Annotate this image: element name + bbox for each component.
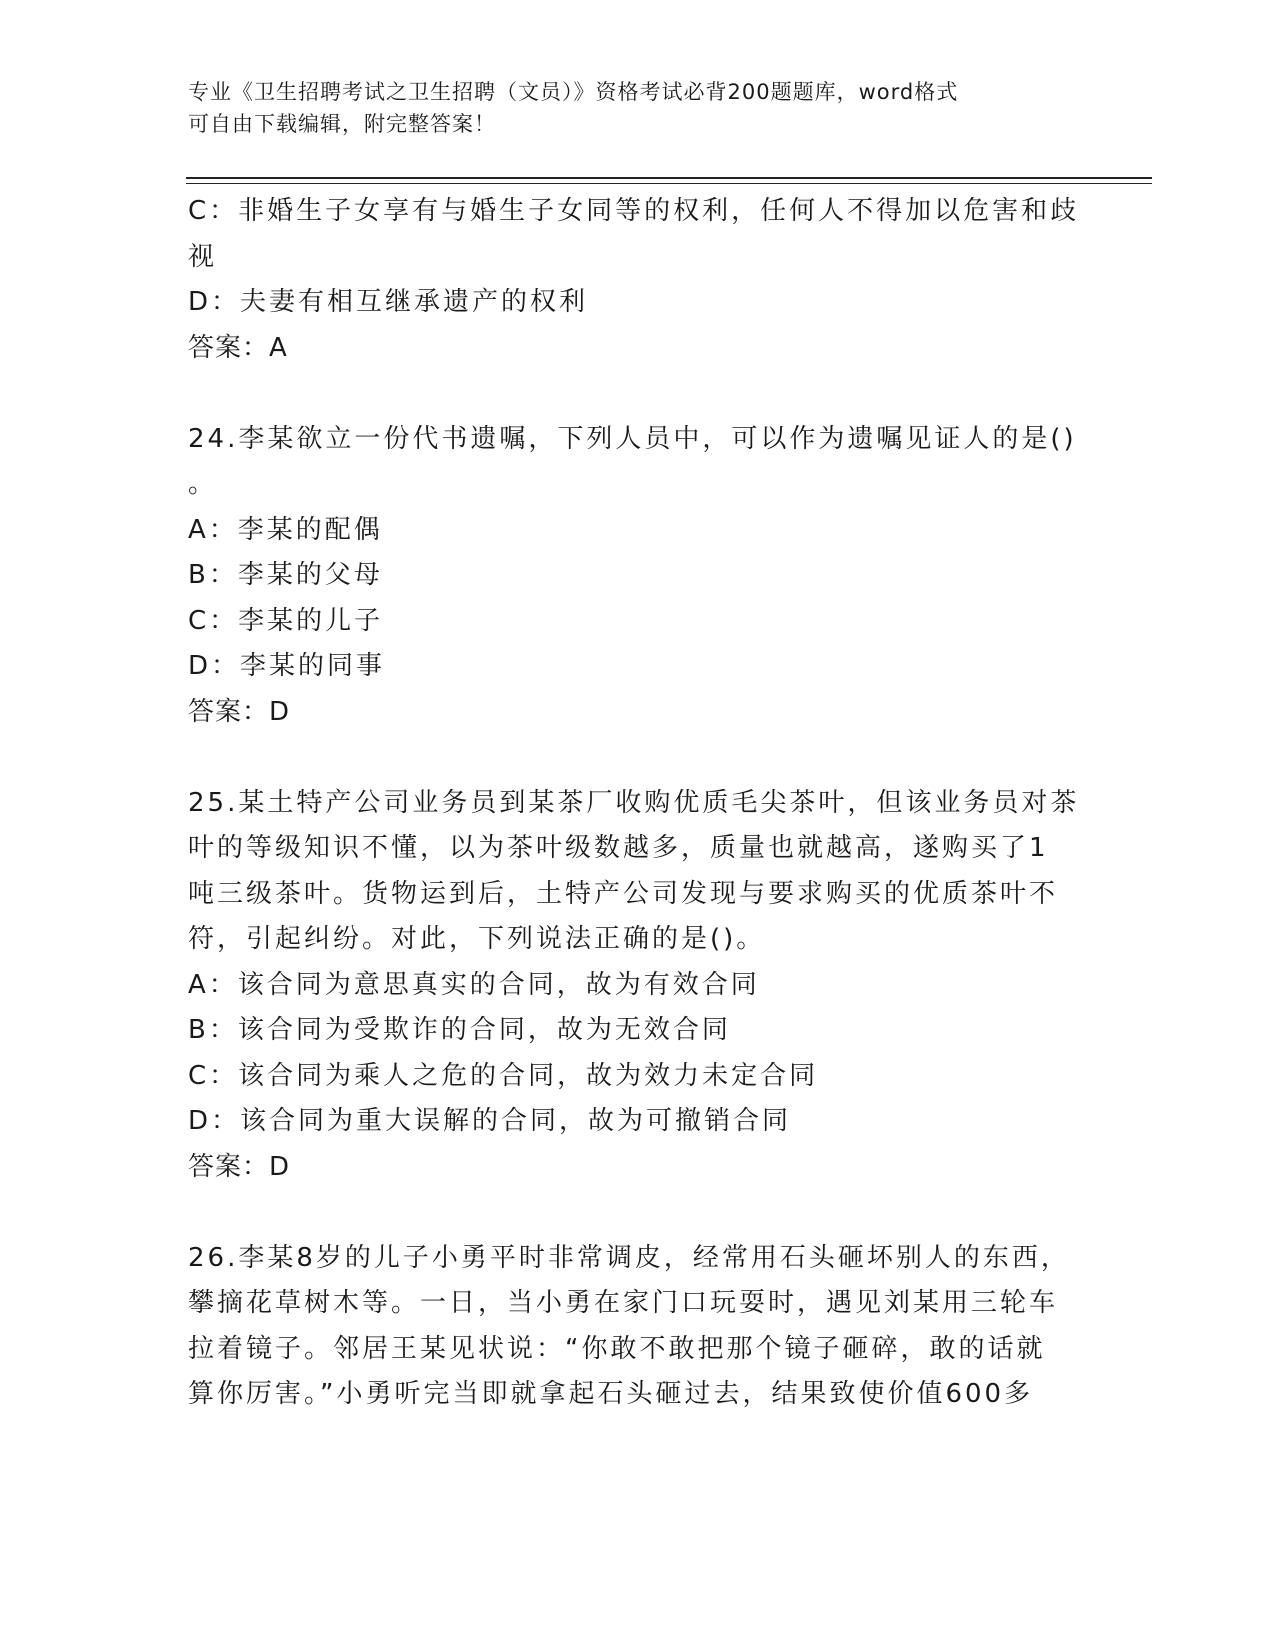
question-26 [188, 1236, 1078, 1418]
question-stem-line-3: 拉着镜子。邻居王某见状说：“你敢不敢把那个镜子砸碎，敢的话就 [188, 1333, 1046, 1364]
question-content [188, 189, 1078, 1418]
option-a: A：李某的配偶 [188, 514, 383, 545]
option-d: D：该合同为重大误解的合同，故为可撤销合同 [188, 1106, 792, 1136]
option-d: D：夫妻有相互继承遗产的权利 [188, 287, 589, 317]
option-c-line-2: 视 [188, 241, 218, 272]
question-stem-line-1: 24.李某欲立一份代书遗嘱，下列人员中，可以作为遗嘱见证人的是() [188, 423, 1077, 454]
option-c: C：李某的儿子 [188, 605, 384, 636]
question-stem-line-2: 攀摘花草树木等。一日，当小勇在家门口玩耍时，遇见刘某用三轮车 [188, 1288, 1059, 1318]
header-line-2: 可自由下载编辑，附完整答案！ [188, 112, 496, 136]
spacer [188, 371, 1078, 417]
document-header [188, 76, 1068, 140]
answer: 答案：D [188, 696, 291, 727]
question-24 [188, 417, 1078, 736]
header-divider-thin [186, 183, 1152, 184]
question-stem-line-1: 25.某土特产公司业务员到某茶厂收购优质毛尖茶叶，但该业务员对茶 [188, 787, 1080, 818]
spacer [188, 1190, 1078, 1236]
option-b: B：该合同为受欺诈的合同，故为无效合同 [188, 1015, 731, 1045]
question-stem-line-4: 算你厉害。”小勇听完当即就拿起石头砸过去，结果致使价值600多 [188, 1379, 1034, 1409]
question-stem-line-2: 叶的等级知识不懂，以为茶叶级数越多，质量也就越高，遂购买了1 [188, 833, 1049, 863]
option-d: D：李某的同事 [188, 651, 386, 681]
spacer [188, 735, 1078, 781]
answer: 答案：D [188, 1151, 291, 1182]
question-stem-line-2: 。 [188, 469, 218, 499]
option-a: A：该合同为意思真实的合同，故为有效合同 [188, 969, 760, 1000]
answer: 答案：A [188, 332, 288, 363]
header-line-1: 专业《卫生招聘考试之卫生招聘（文员）》资格考试必背200题题库，word格式 [188, 80, 959, 104]
question-23-tail [188, 189, 1078, 371]
option-b: B：李某的父母 [188, 560, 383, 590]
header-divider-thick [186, 177, 1152, 179]
question-stem-line-4: 符，引起纠纷。对此，下列说法正确的是()。 [188, 924, 766, 954]
question-stem-line-1: 26.李某8岁的儿子小勇平时非常调皮，经常用石头砸坏别人的东西， [188, 1242, 1070, 1273]
question-stem-line-3: 吨三级茶叶。货物运到后，土特产公司发现与要求购买的优质茶叶不 [188, 878, 1059, 909]
option-c: C：该合同为乘人之危的合同，故为效力未定合同 [188, 1060, 819, 1091]
question-25 [188, 781, 1078, 1191]
option-c-line-1: C：非婚生子女享有与婚生子女同等的权利，任何人不得加以危害和歧 [188, 196, 1080, 226]
